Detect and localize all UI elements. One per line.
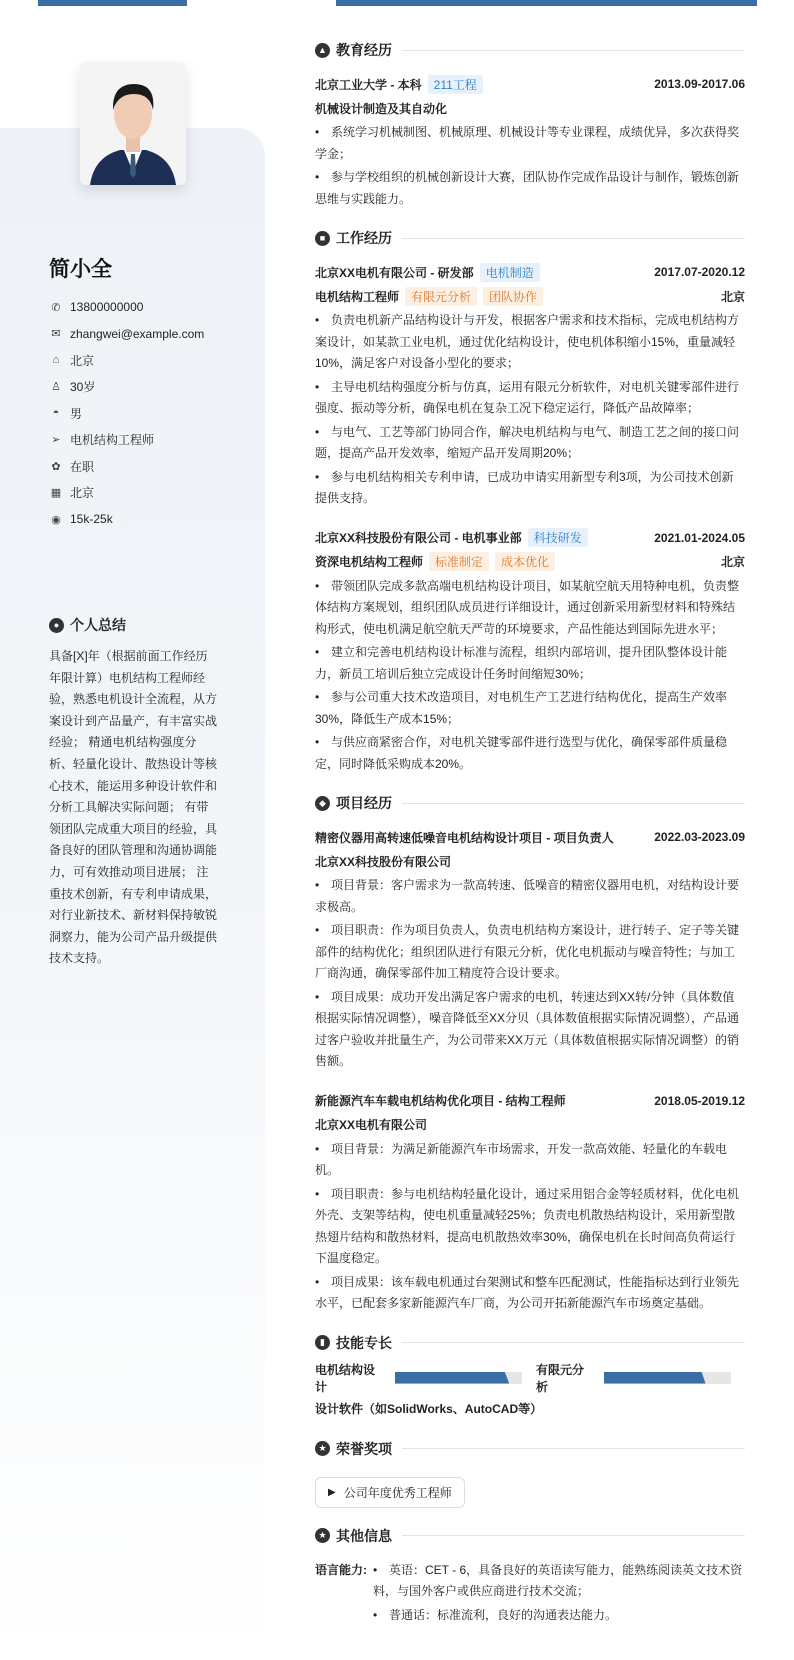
bar-chart-icon: ▮: [315, 1335, 330, 1350]
contact-position: [49, 427, 204, 454]
divider: [402, 50, 745, 51]
contact-location: [49, 347, 204, 374]
education-entry: [315, 72, 745, 210]
tag: 211工程: [428, 75, 483, 94]
date: 2022.03-2023.09: [654, 830, 745, 844]
briefcase-icon: ■: [315, 231, 330, 246]
user-icon: ●: [49, 618, 64, 633]
section-heading-awards: [315, 1437, 745, 1461]
date: 2017.07-2020.12: [654, 265, 745, 279]
section-title: 其他信息: [336, 1527, 392, 1544]
date: 2018.05-2019.12: [654, 1093, 745, 1108]
section-title: 教育经历: [336, 42, 392, 58]
contact-text: 15k-25k: [70, 512, 113, 527]
bullet: • 系统学习机械制图、机械原理、机械设计等专业课程，成绩优异，多次获得奖学金；: [315, 122, 745, 165]
building-icon: ▦: [50, 487, 62, 500]
contact-email: [49, 321, 204, 348]
award-item[interactable]: [315, 1477, 465, 1508]
bullet: • 建立和完善电机结构设计标准与流程，组织内部培训，提升团队整体设计能力，新员工培训后独立完成设计任务时间缩短30%；: [315, 642, 745, 685]
skill-bar: [604, 1372, 731, 1384]
city: 北京: [720, 289, 745, 304]
section-title: 项目经历: [336, 795, 392, 811]
contact-text: 在职: [70, 459, 95, 474]
contact-text: 30岁: [70, 380, 96, 395]
bullet: • 与电气、工艺等部门协同合作，解决电机结构与电气、制造工艺之间的接口问题，提高产品开发效率，缩短产品开发周期20%；: [315, 422, 745, 465]
award-icon: ★: [315, 1441, 330, 1456]
tag: 成本优化: [495, 552, 555, 571]
bullet: • 普通话：标准流利，良好的沟通表达能力。: [373, 1605, 745, 1627]
info-icon: ★: [315, 1528, 330, 1543]
company: 北京XX科技股份有限公司: [315, 854, 452, 869]
contact-text: 北京: [70, 486, 95, 501]
tag: 团队协作: [483, 287, 543, 306]
contact-text: 13800000000: [70, 300, 144, 315]
bullet: • 项目职责：作为项目负责人，负责电机结构方案设计，进行转子、定子等关键部件的结构优化；组织团队进行有限元分析，优化电机振动与噪音特性；与加工厂商沟通，确保零部件加工精度符合设计要求。: [315, 920, 745, 985]
skill-bar-fill: [395, 1372, 510, 1384]
section-title: 荣誉奖项: [336, 1440, 392, 1457]
company: 北京XX科技股份有限公司 - 电机事业部: [315, 531, 522, 545]
bullet: • 带领团队完成多款高端电机结构设计项目，如某航空航天用特种电机，负责整体结构方案规划，组织团队成员进行详细设计，通过创新采用新型材料和特殊结构形式，使电机满足航空航天严苛的环境要求，产品性能达到国际先进水平；: [315, 576, 745, 641]
project-entry: [315, 825, 745, 1073]
bullet: • 项目成果：该车载电机通过台架测试和整车匹配测试，性能指标达到行业领先水平，已配套多家新能源汽车厂商，为公司开拓新能源汽车市场奠定基础。: [315, 1272, 745, 1315]
section-heading-projects: [315, 791, 745, 815]
section-title: 工作经历: [336, 230, 392, 246]
skill-bar: [395, 1372, 522, 1384]
divider: [402, 803, 745, 804]
phone-icon: ✆: [51, 301, 61, 314]
date: 2021.01-2024.05: [654, 530, 745, 545]
awards-block: [315, 1471, 745, 1508]
contact-list: [49, 294, 204, 533]
summary-text: 具备[X]年（根据前面工作经历年限计算）电机结构工程师经验，熟悉电机设计全流程，从方案设计到产品量产，有丰富实战经验； 精通电机结构强度分析、轻量化设计、散热设计等核心技术，能运用多种设计软件和分析工具解决实际问题； 有带领团队完成重大项目的经验，具备良好的团队管理和沟通协调能力，可有效推动项目进展； 注重技术创新，有专利申请成果，对行业新技术、新材料保持敏锐洞察力，能为公司产品升级提供技术支持。: [49, 649, 218, 966]
bullet: • 参与电机结构相关专利申请，已成功申请实用新型专利3项，为公司技术创新提供支持。: [315, 467, 745, 510]
play-triangle-icon: ▶: [328, 1486, 336, 1498]
award-text: 公司年度优秀工程师: [343, 1485, 452, 1500]
avatar-photo: [80, 62, 186, 185]
bullet: • 项目职责：参与电机结构轻量化设计，通过采用铝合金等轻质材料，优化电机外壳、支架等结构，使电机重量减轻25%；负责电机散热结构设计，采用新型散热翅片结构和散热材料，提高电机散热效率30%，确保电机在长时间高负荷运行下温度稳定。: [315, 1184, 745, 1270]
main-content: [315, 38, 745, 1626]
cake-icon: ♙: [51, 381, 61, 394]
bullet: • 项目背景：为满足新能源汽车市场需求，开发一款高效能、轻量化的车载电机。: [315, 1139, 745, 1182]
city: 北京: [720, 555, 745, 569]
contact-text: 北京: [70, 353, 95, 368]
contact-salary: [49, 506, 204, 533]
tag: 有限元分析: [405, 287, 477, 306]
work-entry: [315, 526, 745, 776]
skill-name: 有限元分析: [535, 1362, 584, 1394]
summary-title: 个人总结: [70, 617, 126, 633]
skill-name: 电机结构设计: [315, 1362, 376, 1394]
divider: [402, 238, 745, 239]
company: 北京XX电机有限公司: [315, 1118, 428, 1132]
project-name: 精密仪器用高转速低噪音电机结构设计项目 - 项目负责人: [315, 830, 614, 845]
contact-text: zhangwei@example.com: [70, 326, 205, 341]
contact-phone: [49, 294, 204, 321]
contact-text: 电机结构工程师: [70, 433, 155, 448]
bullet: • 主导电机结构强度分析与仿真，运用有限元分析软件，对电机关键零部件进行强度、振动等分析，确保电机在复杂工况下稳定运行，降低产品故障率；: [315, 377, 745, 420]
tag: 标准制定: [429, 552, 489, 571]
bullet: • 英语：CET - 6，具备良好的英语读写能力，能熟练阅读英文技术资料，与国外客户或供应商进行技术交流；: [373, 1560, 745, 1603]
section-heading-work: [315, 226, 745, 250]
project-entry: [315, 1089, 745, 1315]
top-accent-bar-left: [38, 0, 187, 6]
skill-extra: 设计软件（如SolidWorks、AutoCAD等）: [315, 1402, 543, 1416]
bullet: • 项目背景：客户需求为一款高转速、低噪音的精密仪器用电机，对结构设计要求极高。: [315, 875, 745, 918]
major: 机械设计制造及其自动化: [315, 101, 448, 116]
section-heading-education: [315, 38, 745, 62]
divider: [402, 1448, 745, 1449]
contact-target-city: [49, 480, 204, 507]
bullet: • 与供应商紧密合作，对电机关键零部件进行选型与优化，确保零部件质量稳定，同时降低采购成本20%。: [315, 732, 745, 775]
bullet: • 负责电机新产品结构设计与开发，根据客户需求和技术指标，完成电机结构方案设计，如某款工业电机，通过优化结构设计，使电机体积缩小15%，重量减轻10%，满足客户对设备小型化的要求；: [315, 310, 745, 375]
bullet: • 项目成果：成功开发出满足客户需求的电机，转速达到XX转/分钟（具体数值根据实际情况调整），噪音降低至XX分贝（具体数值根据实际情况调整），产品通过客户验收并批量生产，为公司带来XX万元（具体数值根据实际情况调整）的销售额。: [315, 987, 745, 1073]
bullet: • 参与公司重大技术改造项目，对电机生产工艺进行结构优化，提高生产效率30%，降低生产成本15%；: [315, 687, 745, 730]
other-label: 语言能力:: [315, 1562, 367, 1577]
contact-status: [49, 453, 204, 480]
contact-text: 男: [70, 406, 83, 421]
divider: [402, 1535, 745, 1536]
role: 电机结构工程师: [315, 289, 400, 304]
graduation-cap-icon: ▲: [315, 43, 330, 58]
mail-icon: ✉: [51, 328, 61, 341]
section-heading-other: [315, 1524, 745, 1548]
home-icon: ⌂: [52, 354, 60, 367]
other-info: [315, 1558, 745, 1627]
summary-heading: [49, 615, 126, 635]
contact-age: [49, 374, 204, 401]
candidate-name: 简小全: [49, 258, 112, 281]
contact-gender: [49, 400, 204, 427]
skill-bar-fill: [604, 1372, 706, 1384]
work-entry: [315, 260, 745, 510]
date: 2013.09-2017.06: [654, 77, 745, 91]
school: 北京工业大学 - 本科: [315, 77, 422, 92]
role: 资深电机结构工程师: [315, 555, 424, 569]
bullet: • 参与学校组织的机械创新设计大赛，团队协作完成作品设计与制作，锻炼创新思维与实践能力。: [315, 167, 745, 210]
status-icon: ✿: [51, 460, 61, 473]
send-icon: ➢: [51, 434, 61, 447]
project-name: 新能源汽车车载电机结构优化项目 - 结构工程师: [315, 1094, 566, 1108]
gender-icon: ◓: [52, 407, 60, 420]
top-accent-bar-right: [336, 0, 757, 6]
salary-icon: ◉: [51, 513, 61, 526]
divider: [402, 1342, 745, 1343]
grid-icon: ◆: [315, 796, 330, 811]
company: 北京XX电机有限公司 - 研发部: [315, 265, 474, 280]
section-title: 技能专长: [336, 1334, 392, 1351]
tag: 科技研发: [528, 528, 588, 547]
tag: 电机制造: [480, 263, 540, 282]
section-heading-skills: [315, 1331, 745, 1355]
skills-block: [315, 1362, 745, 1421]
